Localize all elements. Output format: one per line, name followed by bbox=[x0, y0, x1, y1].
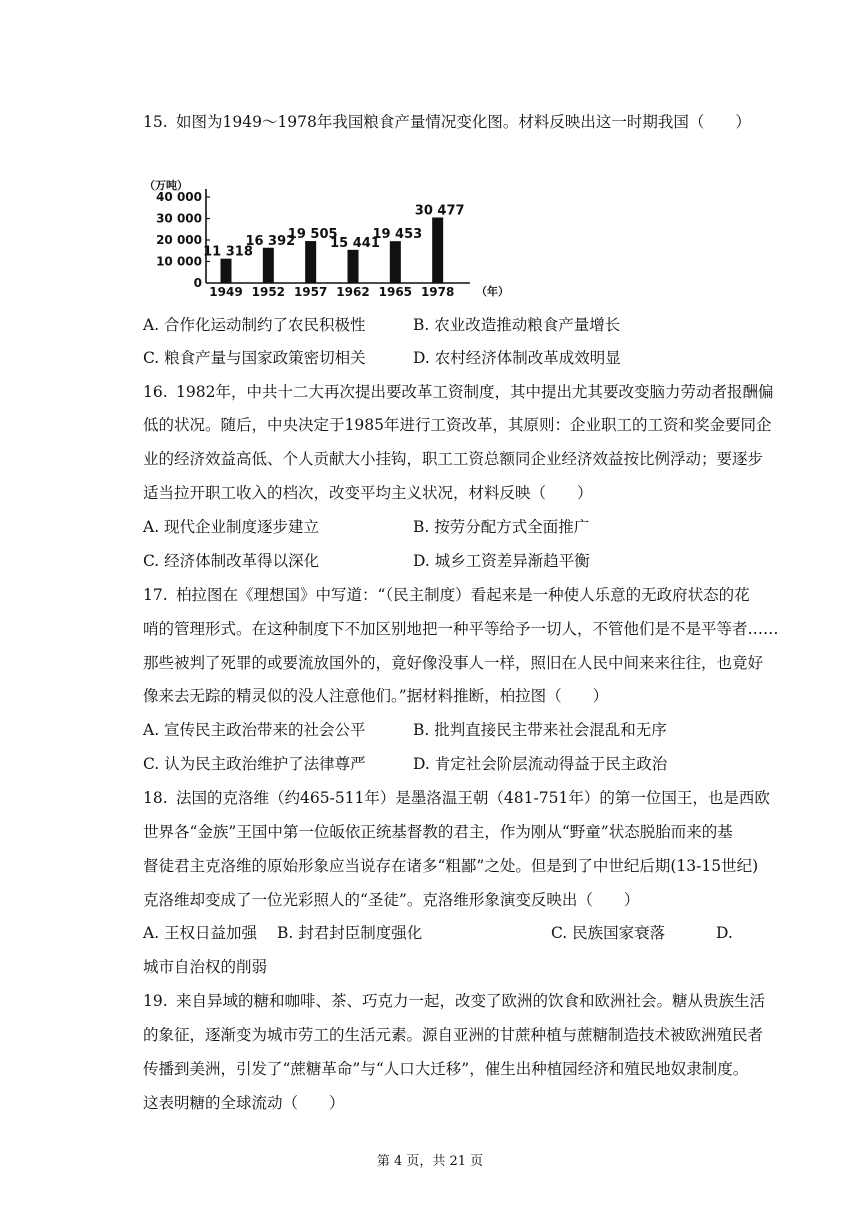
question-number: 16. bbox=[143, 383, 168, 401]
bar-1978 bbox=[432, 217, 443, 283]
question-16-line-1 bbox=[143, 382, 773, 402]
y-tick-label: 40 000 bbox=[156, 190, 202, 204]
q16-option-d[interactable]: D. 城乡工资差异渐趋平衡 bbox=[413, 552, 590, 570]
x-tick-label: 1949 bbox=[209, 285, 243, 299]
q16-option-b[interactable]: B. 按劳分配方式全面推广 bbox=[413, 518, 590, 536]
question-17-line-3: 那些被判了死罪的或要流放国外的，竟好像没事人一样，照旧在人民中间来来往往，也竟好 bbox=[143, 654, 764, 672]
question-text: 1982年，中共十二大再次提出要改革工资制度，其中提出尤其要改变脑力劳动者报酬偏 bbox=[176, 383, 774, 401]
q18-option-c[interactable]: C. 民族国家衰落 bbox=[551, 924, 666, 942]
y-tick-label: 10 000 bbox=[156, 254, 202, 269]
q16-option-c[interactable]: C. 经济体制改革得以深化 bbox=[143, 552, 320, 570]
bar-value-label: 30 477 bbox=[414, 203, 465, 219]
question-19-line-1 bbox=[143, 991, 765, 1011]
bar-1962 bbox=[348, 250, 359, 283]
question-16-line-3: 业的经济效益高低、个人贡献大小挂钩，职工工资总额同企业经济效益按比例浮动；要逐步 bbox=[143, 450, 764, 468]
bar-1949 bbox=[221, 259, 232, 283]
q18-option-b[interactable]: B. 封君封臣制度强化 bbox=[277, 924, 423, 942]
bar-value-label: 15 441 bbox=[330, 235, 380, 251]
y-tick-label: 30 000 bbox=[156, 211, 202, 226]
question-18-line-1 bbox=[143, 788, 770, 808]
question-16-line-4: 适当拉开职工收入的档次，改变平均主义状况，材料反映（ ） bbox=[143, 484, 593, 502]
y-tick-label: 20 000 bbox=[156, 233, 202, 247]
question-number: 19. bbox=[143, 992, 168, 1010]
question-text: 法国的克洛维（约465-511年）是墨洛温王朝（481-751年）的第一位国王，也是西欧 bbox=[176, 789, 770, 807]
q15-option-a[interactable]: A. 合作化运动制约了农民积极性 bbox=[143, 316, 366, 334]
grain-output-bar-chart bbox=[140, 175, 530, 300]
x-tick-label: 1952 bbox=[251, 285, 286, 299]
question-number: 18. bbox=[143, 789, 168, 807]
q17-option-a[interactable]: A. 宣传民主政治带来的社会公平 bbox=[143, 721, 366, 739]
question-text: 来自异域的糖和咖啡、茶、巧克力一起，改变了欧洲的饮食和欧洲社会。糖从贵族生活 bbox=[176, 992, 766, 1010]
q15-option-c[interactable]: C. 粮食产量与国家政策密切相关 bbox=[143, 349, 366, 367]
question-number: 15. bbox=[143, 113, 168, 131]
question-18-line-4: 克洛维却变成了一位光彩照人的“圣徒”。克洛维形象演变反映出（ ） bbox=[143, 891, 640, 909]
bar-1957 bbox=[305, 241, 316, 283]
bar-value-label: 16 392 bbox=[245, 233, 296, 249]
question-19-line-2: 的象征，逐渐变为城市劳工的生活元素。源自亚洲的甘蔗种植与蔗糖制造技术被欧洲殖民者 bbox=[143, 1026, 764, 1044]
q15-option-b[interactable]: B. 农业改造推动粮食产量增长 bbox=[413, 316, 621, 334]
x-axis-unit: （年） bbox=[476, 285, 509, 298]
y-tick-label: 0 bbox=[193, 276, 202, 290]
q17-option-c[interactable]: C. 认为民主政治维护了法律尊严 bbox=[143, 755, 366, 773]
question-number: 17. bbox=[143, 586, 168, 604]
q17-option-d[interactable]: D. 肯定社会阶层流动得益于民主政治 bbox=[413, 755, 668, 773]
question-18-line-2: 世界各“金族”王国中第一位皈依正统基督教的君主，作为刚从“野童”状态脱胎而来的基 bbox=[143, 823, 733, 841]
x-tick-label: 1978 bbox=[420, 285, 455, 299]
q15-option-d[interactable]: D. 农村经济体制改革成效明显 bbox=[413, 349, 621, 367]
q18-option-d[interactable]: D. bbox=[716, 924, 733, 942]
q17-option-b[interactable]: B. 批判直接民主带来社会混乱和无序 bbox=[413, 721, 667, 739]
bar-value-label: 19 505 bbox=[287, 227, 338, 243]
question-17-line-1 bbox=[143, 585, 750, 605]
question-19-line-3: 传播到美洲，引发了“蔗糖革命”与“人口大迁移”，催生出种植园经济和殖民地奴隶制度。 bbox=[143, 1060, 749, 1078]
question-15-stem bbox=[143, 112, 751, 132]
x-tick-label: 1962 bbox=[336, 285, 370, 299]
question-17-line-2: 哨的管理形式。在这种制度下不加区别地把一种平等给予一切人，不管他们是不是平等者…… bbox=[143, 620, 779, 638]
question-19-line-4: 这表明糖的全球流动（ ） bbox=[143, 1094, 345, 1112]
q18-option-a[interactable]: A. 王权日益加强 bbox=[143, 924, 258, 942]
bar-1965 bbox=[390, 241, 401, 283]
x-tick-label: 1957 bbox=[293, 285, 328, 299]
question-text: 柏拉图在《理想国》中写道：“（民主制度）看起来是一种使人乐意的无政府状态的花 bbox=[176, 586, 750, 604]
question-17-line-4: 像来去无踪的精灵似的没人注意他们。”据材料推断，柏拉图（ ） bbox=[143, 687, 609, 705]
question-text: 如图为1949～1978年我国粮食产量情况变化图。材料反映出这一时期我国（ ） bbox=[176, 113, 751, 131]
question-18-line-3: 督徒君主克洛维的原始形象应当说存在诸多“粗鄙”之处。但是到了中世纪后期(13-15世纪) bbox=[143, 857, 759, 875]
bar-value-label: 19 453 bbox=[372, 227, 423, 243]
page-footer: 第 4 页，共 21 页 bbox=[376, 1154, 484, 1169]
y-axis-unit: （万吨） bbox=[144, 179, 188, 192]
q18-option-d-continuation[interactable]: 城市自治权的削弱 bbox=[143, 958, 268, 976]
q16-option-a[interactable]: A. 现代企业制度逐步建立 bbox=[143, 518, 320, 536]
bar-1952 bbox=[263, 248, 274, 283]
x-tick-label: 1965 bbox=[378, 285, 413, 299]
bar-value-label: 11 318 bbox=[203, 244, 253, 260]
question-16-line-2: 低的状况。随后，中央决定于1985年进行工资改革，其原则：企业职工的工资和奖金要同企 bbox=[143, 416, 772, 434]
